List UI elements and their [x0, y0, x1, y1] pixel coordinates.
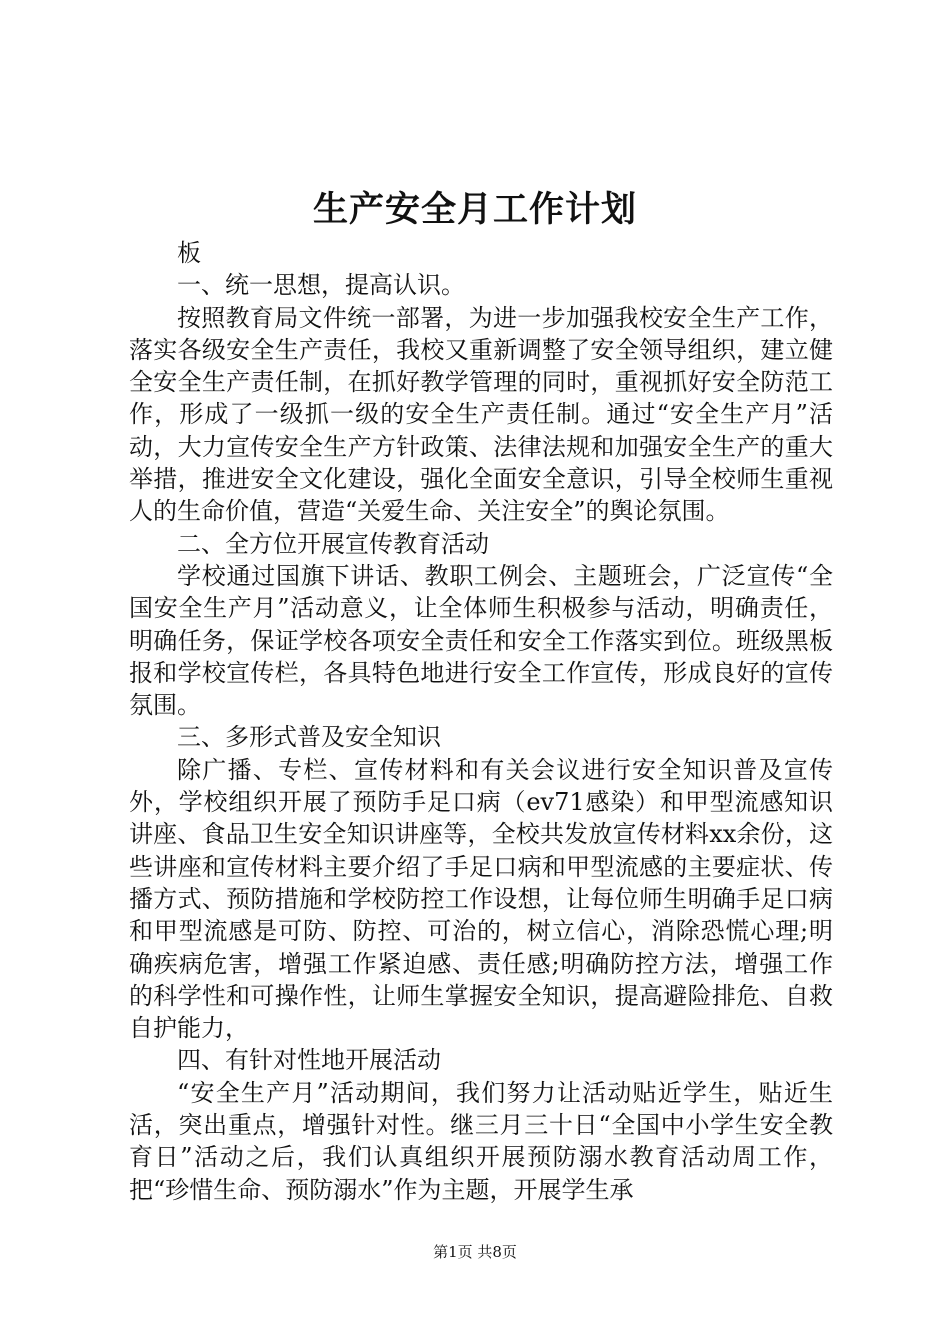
- paragraph: “安全生产月”活动期间，我们努力让活动贴近学生，贴近生活，突出重点，增强针对性。继三月三十日“全国中小学生安全教育日”活动之后，我们认真组织开展预防溺水教育活动周工作，把“珍惜生命、预防溺水”作为主题，开展学生承: [129, 1078, 833, 1204]
- document-title: 生产安全月工作计划: [312, 189, 637, 230]
- paragraph: 按照教育局文件统一部署，为进一步加强我校安全生产工作，落实各级安全生产责任，我校又重新调整了安全领导组织，建立健全安全生产责任制，在抓好教学管理的同时，重视抓好安全防范工作，形成了一级抓一级的安全生产责任制。通过“安全生产月”活动，大力宣传安全生产方针政策、法律法规和加强安全生产的重大举措，推进安全文化建设，强化全面安全意识，引导全校师生重视人的生命价值，营造“关爱生命、关注安全”的舆论氛围。: [129, 303, 833, 526]
- page-number-footer: 第1页 共8页: [433, 1243, 517, 1261]
- section-heading-3: 三、多形式普及安全知识: [177, 723, 441, 752]
- paragraph-fragment: 板: [177, 239, 201, 267]
- section-heading-2: 二、全方位开展宣传教育活动: [177, 529, 489, 558]
- section-heading-4: 四、有针对性地开展活动: [177, 1046, 441, 1075]
- paragraph: 除广播、专栏、宣传材料和有关会议进行安全知识普及宣传外，学校组织开展了预防手足口病（ev71感染）和甲型流感知识讲座、食品卫生安全知识讲座等，全校共发放宣传材料xx余份，这些讲座和宣传材料主要介绍了手足口病和甲型流感的主要症状、传播方式、预防措施和学校防控工作设想，让每位师生明确手足口病和甲型流感是可防、防控、可治的，树立信心，消除恐慌心理;明确疾病危害，增强工作紧迫感、责任感;明确防控方法，增强工作的科学性和可操作性，让师生掌握安全知识，提高避险排危、自救自护能力，: [129, 755, 833, 1043]
- paragraph: 学校通过国旗下讲话、教职工例会、主题班会，广泛宣传“全国安全生产月”活动意义，让全体师生积极参与活动，明确责任，明确任务，保证学校各项安全责任和安全工作落实到位。班级黑板报和学校宣传栏，各具特色地进行安全工作宣传，形成良好的宣传氛围。: [129, 561, 833, 720]
- section-heading-1: 一、统一思想，提高认识。: [177, 271, 465, 300]
- document-body: [129, 237, 833, 1206]
